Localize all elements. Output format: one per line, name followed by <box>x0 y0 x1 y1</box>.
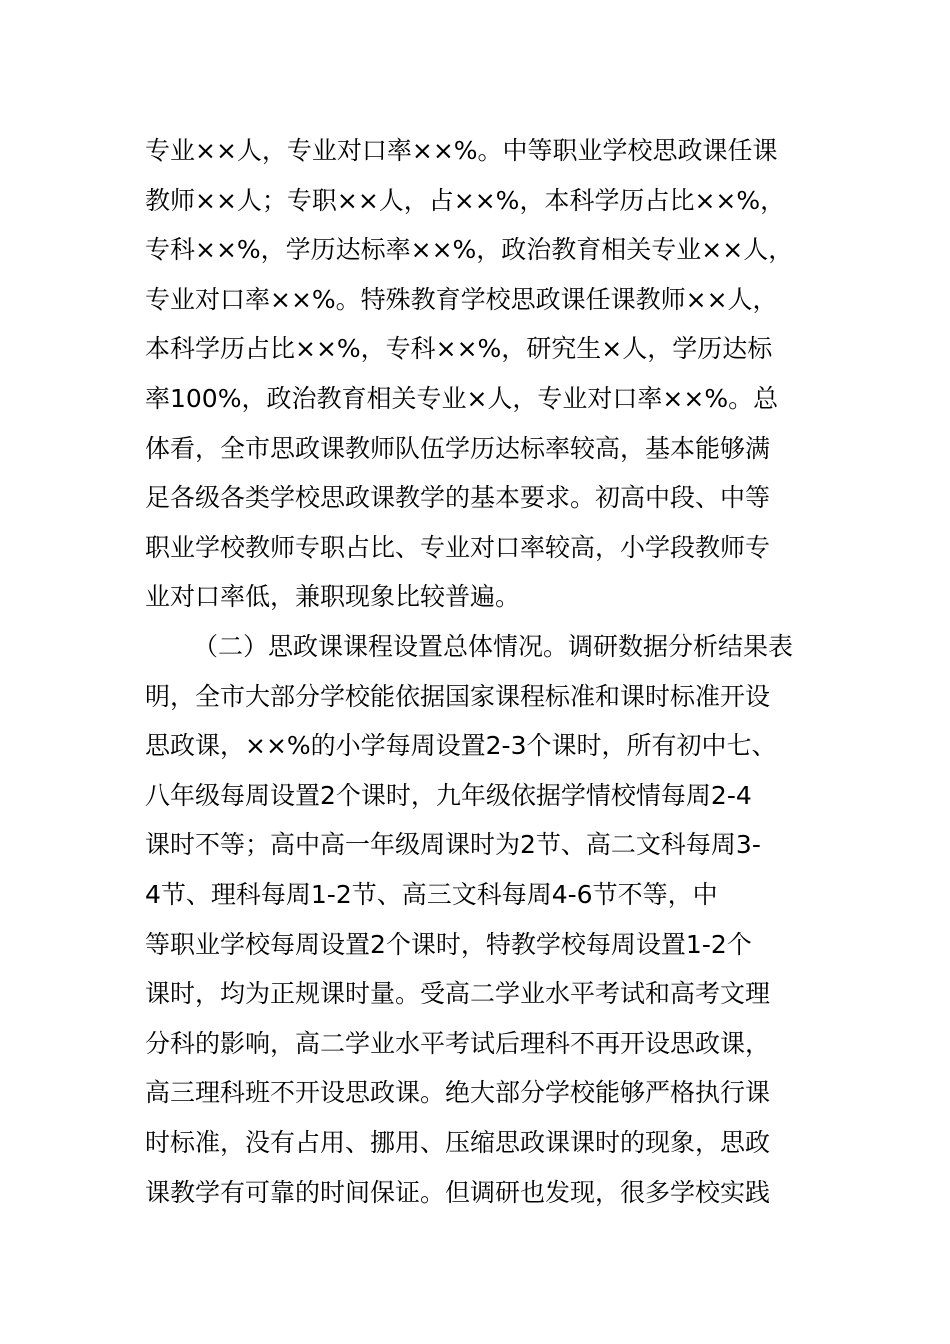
text-line: 体看，全市思政课教师队伍学历达标率较高，基本能够满 <box>145 433 771 463</box>
text-line: 专业对口率××%。特殊教育学校思政课任课教师××人， <box>145 284 778 314</box>
text-line: 课教学有可靠的时间保证。但调研也发现，很多学校实践 <box>145 1177 771 1207</box>
text-line: 分科的影响，高二学业水平考试后理科不再开设思政课， <box>145 1028 771 1058</box>
text-line: 专科××%，学历达标率××%，政治教育相关专业××人， <box>145 235 794 265</box>
text-line: 专业××人，专业对口率××%。中等职业学校思政课任课 <box>145 136 778 165</box>
text-line: 业对口率低，兼职现象比较普遍。 <box>145 582 521 612</box>
text-line: 思政课，××%的小学每周设置2-3个课时，所有初中七、 <box>145 731 777 761</box>
text-line: 明，全市大部分学校能依据国家课程标准和课时标准开设 <box>145 681 771 711</box>
text-line: 八年级每周设置2个课时，九年级依据学情校情每周2-4 <box>145 780 752 810</box>
text-line: 课时不等；高中高一年级周课时为2节、高二文科每周3- <box>145 830 761 860</box>
text-line: 时标准，没有占用、挪用、压缩思政课课时的现象，思政 <box>145 1127 771 1157</box>
text-line: 率100%，政治教育相关专业×人，专业对口率××%。总 <box>145 383 779 413</box>
section-heading-line: （二）思政课课程设置总体情况。调研数据分析结果表 <box>193 632 794 661</box>
text-line: 职业学校教师专职占比、专业对口率较高，小学段教师专 <box>145 532 771 562</box>
text-line: 本科学历占比××%，专科××%，研究生×人，学历达标 <box>145 334 773 364</box>
text-line: 4节、理科每周1-2节、高三文科每周4-6节不等，中 <box>145 879 718 909</box>
text-line: 教师××人；专职××人，占××%，本科学历占比××%， <box>145 185 786 215</box>
paragraph-course-setup <box>145 622 815 1217</box>
text-line: 课时，均为正规课时量。受高二学业水平考试和高考文理 <box>145 979 771 1009</box>
paragraph-teacher-statistics <box>145 126 815 622</box>
text-line: 足各级各类学校思政课教学的基本要求。初高中段、中等 <box>145 483 771 513</box>
text-line: 高三理科班不开设思政课。绝大部分学校能够严格执行课 <box>145 1078 771 1108</box>
text-line: 等职业学校每周设置2个课时，特教学校每周设置1-2个 <box>145 929 752 959</box>
